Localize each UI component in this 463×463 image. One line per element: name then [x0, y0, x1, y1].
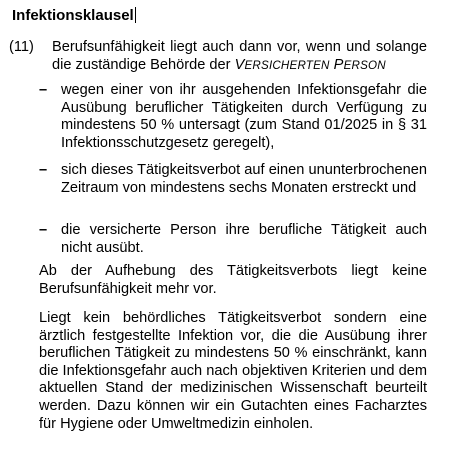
clause-intro-text [52, 39, 427, 74]
list-item [39, 82, 431, 153]
term-versicherten-rest: ERSICHERTEN [244, 58, 330, 72]
clause-number: (11) [9, 39, 34, 55]
dash-bullet: – [39, 82, 48, 98]
section-heading [12, 7, 136, 25]
list-item [39, 222, 431, 258]
list-item [39, 162, 431, 219]
paragraph-medical-infection: Liegt kein behördliches Tätigkeitsverbot sondern eine ärztlich festgestellte Infektion vor, die die Ausübung ihrer beruflichen Tätigkeit zu mindestens 50 % einschränkt, kann die Infektionsgefahr auch nach objektiven Kriterien und dem aktuellen Stand der medizinischen Wissenschaft beurteilt werden. Dazu können wir ein Gutachten eines Facharztes für Hygiene oder Umweltmedizin einholen. [39, 310, 427, 432]
list-item-text: sich dieses Tätigkeitsverbot auf einen ununterbrochenen Zeitraum von mindestens sechs Monaten erstreckt und [61, 162, 427, 196]
section-heading-text: Infektionsklausel [12, 7, 134, 24]
term-versicherten-initial: V [234, 56, 245, 73]
list-item-text: die versicherte Person ihre berufliche Tätigkeit auch nicht ausübt. [61, 222, 427, 256]
condition-list [39, 82, 431, 258]
dash-bullet: – [39, 162, 48, 178]
list-item-text: wegen einer von ihr ausgehenden Infektionsgefahr die Ausübung beruflicher Tätigkeiten durch Verfügung zu mindestens 50 % untersagt (zum Stand 01/2025 in § 31 Infektionsschutzgesetz geregelt), [61, 82, 427, 151]
paragraph-revocation: Ab der Aufhebung des Tätigkeitsverbots liegt keine Berufsunfähigkeit mehr vor. [39, 263, 427, 297]
clause-intro-body: Berufsunfähigkeit liegt auch dann vor, wenn und solange die zuständige Behörde der [52, 39, 427, 73]
term-person-rest: ERSON [343, 58, 386, 72]
term-person-initial: P [333, 56, 344, 73]
dash-bullet: – [39, 222, 48, 238]
text-cursor [135, 7, 136, 23]
